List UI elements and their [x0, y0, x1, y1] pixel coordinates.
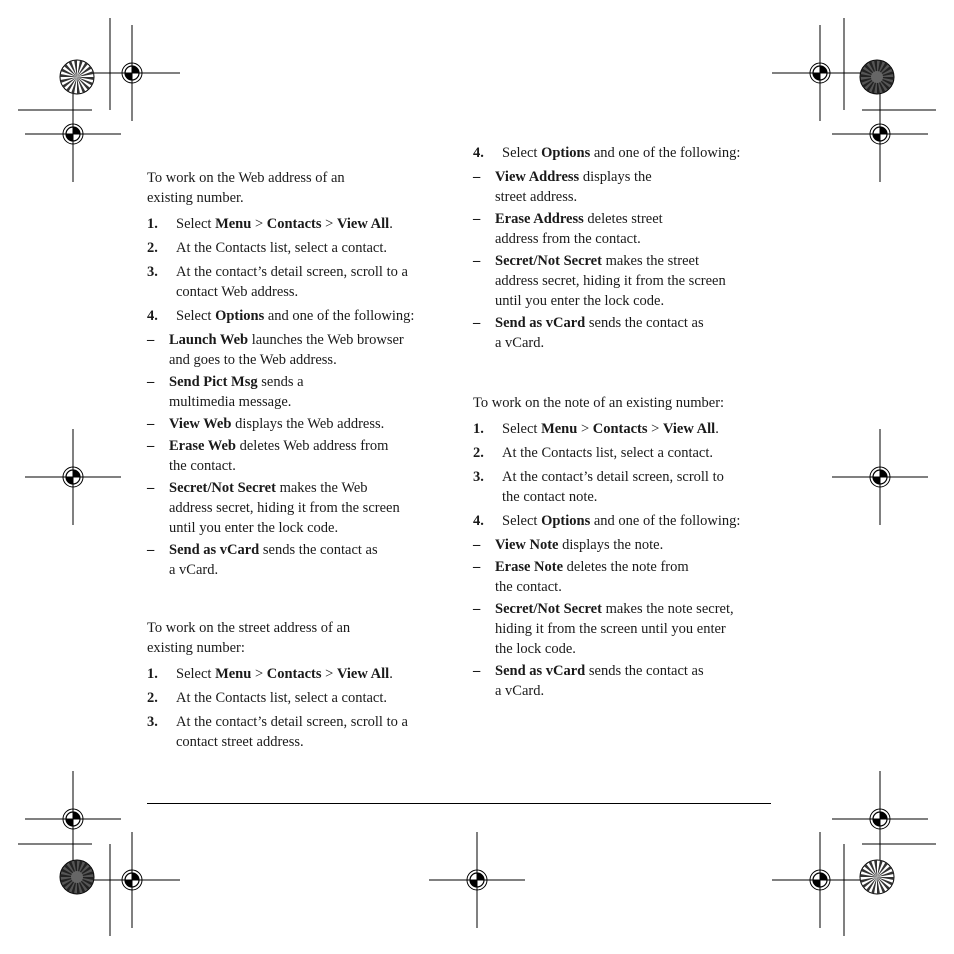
web-address-steps	[147, 214, 447, 326]
color-star-target	[860, 60, 894, 94]
option-text: Send Pict Msg sends a multimedia message.	[169, 374, 304, 410]
dash-bullet: –	[473, 663, 481, 679]
registration-target	[832, 429, 928, 525]
dash-bullet: –	[147, 438, 155, 454]
registration-target	[25, 86, 121, 182]
list-item	[473, 535, 773, 555]
step-number: 4.	[473, 145, 484, 161]
option-text: Erase Web deletes Web address from the contact.	[169, 438, 389, 474]
left-column	[147, 168, 447, 756]
list-item	[473, 209, 773, 249]
list-item	[473, 143, 773, 163]
web-address-options	[147, 330, 447, 580]
registration-target	[772, 25, 868, 121]
step-text: At the Contacts list, select a contact.	[176, 690, 387, 706]
street-address-intro: To work on the street address of an existing number:	[147, 620, 351, 656]
color-star-target	[860, 860, 894, 894]
dash-bullet: –	[473, 559, 481, 575]
step-text: At the contact’s detail screen, scroll to the contact note.	[502, 469, 724, 505]
note-steps	[473, 419, 773, 531]
dash-bullet: –	[473, 211, 481, 227]
step-text: At the contact’s detail screen, scroll to a contact Web address.	[176, 264, 408, 300]
web-address-intro: To work on the Web address of an existing number.	[147, 170, 345, 206]
registration-target	[84, 832, 180, 928]
list-item	[147, 414, 447, 434]
option-term: View Address	[495, 169, 580, 185]
option-term: Send as vCard	[495, 315, 586, 331]
registration-target	[25, 429, 121, 525]
option-term: Erase Web	[169, 438, 236, 454]
option-text: Secret/Not Secret makes the note secret, hiding it from the screen until you enter the lock code.	[495, 601, 734, 657]
step-text: Select Menu > Contacts > View All.	[502, 421, 719, 437]
step-text: Select Menu > Contacts > View All.	[176, 666, 393, 682]
option-text: Erase Address deletes street address from the contact.	[495, 211, 663, 247]
step-text: At the Contacts list, select a contact.	[176, 240, 387, 256]
list-item	[147, 306, 447, 326]
list-item	[147, 238, 447, 258]
menu-term: Options	[541, 145, 591, 161]
step-number: 1.	[147, 666, 158, 682]
menu-term: Options	[215, 308, 265, 324]
list-item	[473, 511, 773, 531]
option-term: Launch Web	[169, 332, 249, 348]
street-address-steps	[147, 664, 447, 752]
list-item	[147, 214, 447, 234]
option-text: Secret/Not Secret makes the Web address secret, hiding it from the screen until you enter the lock code.	[169, 480, 400, 536]
color-star-target	[60, 60, 94, 94]
list-item	[147, 262, 447, 302]
list-item	[147, 664, 447, 684]
list-item	[473, 313, 773, 353]
option-term: Erase Address	[495, 211, 584, 227]
registration-target	[832, 771, 928, 867]
list-item	[473, 557, 773, 597]
dash-bullet: –	[147, 416, 155, 432]
list-item	[147, 712, 447, 752]
list-item	[473, 599, 773, 659]
menu-term: Contacts	[266, 216, 322, 232]
step-text: At the contact’s detail screen, scroll to a contact street address.	[176, 714, 408, 750]
note-options	[473, 535, 773, 701]
step-number: 3.	[473, 469, 484, 485]
menu-term: View All	[662, 421, 716, 437]
registration-target	[429, 832, 525, 928]
menu-term: Menu	[215, 216, 252, 232]
option-text: Send as vCard sends the contact as a vCard.	[495, 315, 704, 351]
registration-target	[832, 86, 928, 182]
menu-term: Menu	[541, 421, 578, 437]
list-item	[147, 688, 447, 708]
list-item	[473, 251, 773, 311]
step-number: 2.	[147, 690, 158, 706]
menu-term: Options	[541, 513, 591, 529]
color-star-target	[60, 860, 94, 894]
note-intro: To work on the note of an existing number:	[473, 395, 725, 411]
list-item	[147, 540, 447, 580]
menu-term: Contacts	[266, 666, 322, 682]
option-text: Send as vCard sends the contact as a vCard.	[169, 542, 378, 578]
dash-bullet: –	[147, 480, 155, 496]
option-text: View Address displays the street address.	[495, 169, 652, 205]
step-number: 3.	[147, 714, 158, 730]
dash-bullet: –	[147, 542, 155, 558]
menu-term: View All	[336, 666, 390, 682]
step-text: Select Options and one of the following:	[502, 513, 741, 529]
option-text: Erase Note deletes the note from the contact.	[495, 559, 689, 595]
dash-bullet: –	[147, 374, 155, 390]
list-item	[147, 372, 447, 412]
list-item	[473, 443, 773, 463]
step-number: 3.	[147, 264, 158, 280]
registration-target	[25, 771, 121, 867]
dash-bullet: –	[473, 601, 481, 617]
option-text: Secret/Not Secret makes the street address secret, hiding it from the screen until you enter the lock code.	[495, 253, 726, 309]
step-text: At the Contacts list, select a contact.	[502, 445, 713, 461]
option-text: View Web displays the Web address.	[169, 416, 385, 432]
step-number: 4.	[473, 513, 484, 529]
option-term: Send as vCard	[169, 542, 260, 558]
option-term: Erase Note	[495, 559, 564, 575]
step-text: Select Menu > Contacts > View All.	[176, 216, 393, 232]
dash-bullet: –	[473, 253, 481, 269]
option-text: Launch Web launches the Web browser and goes to the Web address.	[169, 332, 404, 368]
list-item	[147, 478, 447, 538]
list-item	[473, 419, 773, 439]
list-item	[147, 330, 447, 370]
right-column	[473, 143, 773, 703]
option-term: Secret/Not Secret	[169, 480, 276, 496]
option-term: Send as vCard	[495, 663, 586, 679]
menu-term: View All	[336, 216, 390, 232]
footer-rule	[147, 803, 771, 804]
option-term: View Note	[495, 537, 559, 553]
street-address-options	[473, 167, 773, 353]
dash-bullet: –	[147, 332, 155, 348]
step-text: Select Options and one of the following:	[502, 145, 741, 161]
option-term: Secret/Not Secret	[495, 253, 602, 269]
menu-term: Contacts	[592, 421, 648, 437]
option-term: Send Pict Msg	[169, 374, 258, 390]
step-number: 4.	[147, 308, 158, 324]
step-text: Select Options and one of the following:	[176, 308, 415, 324]
option-text: Send as vCard sends the contact as a vCard.	[495, 663, 704, 699]
option-term: Secret/Not Secret	[495, 601, 602, 617]
step-number: 1.	[147, 216, 158, 232]
step-number: 2.	[147, 240, 158, 256]
street-address-step-4	[473, 143, 773, 163]
menu-term: Menu	[215, 666, 252, 682]
dash-bullet: –	[473, 315, 481, 331]
dash-bullet: –	[473, 169, 481, 185]
dash-bullet: –	[473, 537, 481, 553]
step-number: 1.	[473, 421, 484, 437]
option-term: View Web	[169, 416, 232, 432]
registration-target	[772, 832, 868, 928]
step-number: 2.	[473, 445, 484, 461]
registration-target	[84, 25, 180, 121]
option-text: View Note displays the note.	[495, 537, 664, 553]
list-item	[473, 467, 773, 507]
list-item	[147, 436, 447, 476]
list-item	[473, 661, 773, 701]
list-item	[473, 167, 773, 207]
